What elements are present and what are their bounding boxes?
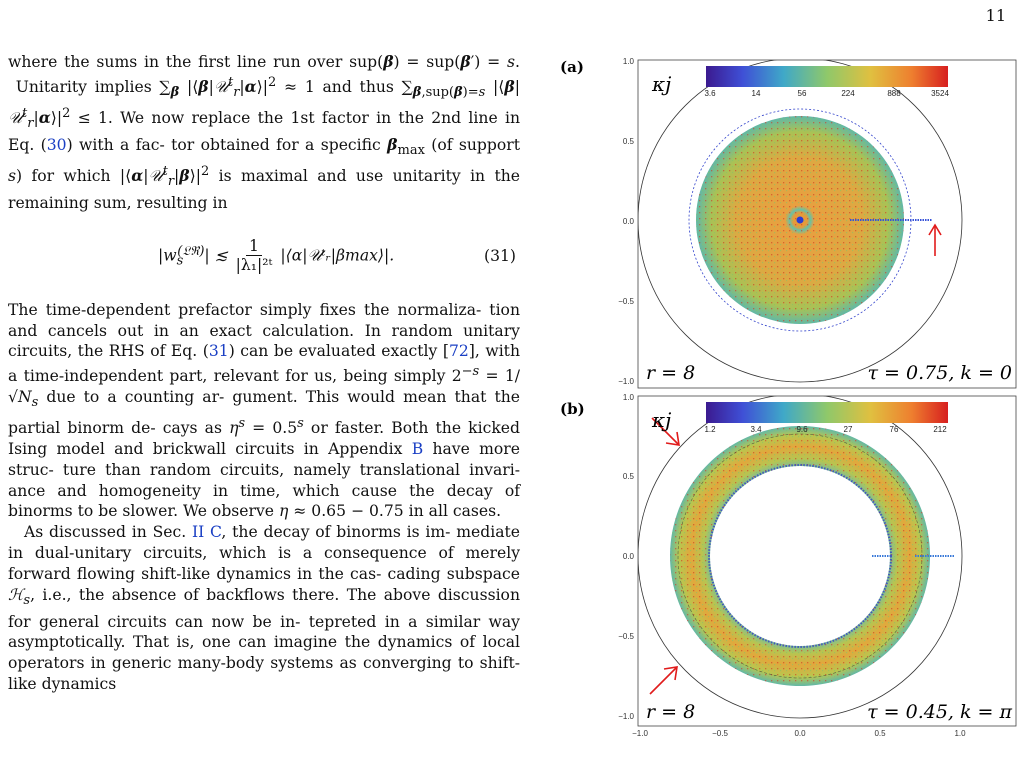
- b-xtick-4: 0.5: [874, 729, 886, 738]
- a-cbar-tick-5: 888: [887, 89, 901, 98]
- b-cbar-tick-3: 9.6: [796, 425, 808, 434]
- a-cbar-tick-2: 14: [751, 89, 761, 98]
- b-colorbar: [706, 402, 948, 423]
- b-cbar-tick-1: 1.2: [704, 425, 716, 434]
- panel-b-label: (b): [560, 400, 585, 418]
- eq31-link[interactable]: 31: [208, 342, 229, 361]
- figure-svg: [560, 54, 1020, 764]
- ref-72-link[interactable]: 72: [448, 342, 469, 361]
- p1-line-1: where the sums in the first line run over sup(β) = sup(β′) = s. Unitarity implies $\sum_\beta$ $|⟨\beta|𝒰^t_r|\alpha⟩|^2 \approx 1$ and thus $\sum_{\beta,sup(\beta)=s}$ $|⟨\beta|𝒰^t_r|\alpha⟩|^2 \le 1$. We now replace the 1st factor in the 2nd line in Eq. (30) with a fac- tor obtained for a specific $\beta_{max}$ (of support s) for which $|⟨\alpha|𝒰^t_r|\beta⟩|^2$ is maximal and use unitarity in the remaining sum, resulting in: [8, 52, 520, 212]
- a-ytick-4: −0.5: [618, 297, 634, 306]
- a-ytick-5: −1.0: [618, 377, 634, 386]
- page-number: 11: [985, 6, 1006, 25]
- b-right-label: τ = 0.45, k = π: [867, 701, 1012, 723]
- fraction: $\frac{1}{\text{|λ₁|²ᵗ}}$: [235, 237, 273, 275]
- b-left-label: r = 8: [646, 701, 696, 723]
- a-cbar-tick-4: 224: [841, 89, 855, 98]
- b-cbar-tick-6: 212: [933, 425, 947, 434]
- a-colorbar-title: κj: [652, 72, 672, 96]
- figure: [560, 54, 1020, 764]
- panel-b: [560, 393, 1016, 738]
- panel-a-label: (a): [560, 58, 584, 76]
- b-colorbar-title: κj: [652, 408, 672, 432]
- text-column: [8, 52, 520, 695]
- paragraph-1: [8, 52, 520, 214]
- b-cbar-tick-4: 27: [843, 425, 853, 434]
- b-ytick-3: 0.0: [622, 552, 634, 561]
- b-cbar-tick-5: 76: [889, 425, 899, 434]
- a-cbar-tick-6: 3524: [931, 89, 949, 98]
- eq30-link[interactable]: 30: [46, 135, 67, 154]
- b-ytick-2: 0.5: [622, 472, 634, 481]
- b-ytick-4: −0.5: [618, 632, 634, 641]
- b-xtick-5: 1.0: [954, 729, 966, 738]
- b-ytick-5: −1.0: [618, 712, 634, 721]
- equation-31: [8, 232, 520, 282]
- a-ytick-1: 1.0: [622, 57, 634, 66]
- paragraph-2: The time-dependent prefactor simply fixes the normaliza- tion and cancels out in an exact calculation. In random unitary circuits, the RHS of Eq. (31) can be evaluated exactly [72], with a time-independent part, relevant for us, being simply $2^{-s} = 1/√N_s$ due to a counting ar- gument. This would mean that the partial binorm de- cays as $\eta^s = 0.5^s$ or faster. Both the kicked Ising model and brickwall circuits in Appendix B have more struc- ture than random circuits, namely translational invari- ance and homogeneity in time, which cause the decay of binorms to be slower. We observe η ≈ 0.65 − 0.75 in all cases.: [8, 300, 521, 521]
- b-xtick-2: −0.5: [712, 729, 728, 738]
- a-left-label: r = 8: [646, 362, 696, 384]
- a-ytick-2: 0.5: [622, 137, 634, 146]
- a-cbar-tick-1: 3.6: [704, 89, 716, 98]
- a-right-label: τ = 0.75, k = 0: [867, 362, 1012, 384]
- b-xtick-3: 0.0: [794, 729, 806, 738]
- paragraph-3: As discussed in Sec. II C, the decay of binorms is im- mediate in dual-unitary circuits, which is a consequence of merely forward flowing shift-like dynamics in the cas- cading subspace ℋ$_s$, i.e., the absence of backflows there. The above discussion for general circuits can now be in- tepreted in a similar way asymptotically. That is, one can imagine the dynamics of local operators in generic many-body systems as converging to shift-like dynamics: [8, 523, 520, 693]
- sec-iic-link[interactable]: II C: [191, 523, 222, 542]
- panel-a: [560, 57, 1016, 388]
- equation-number: (31): [483, 247, 516, 266]
- b-xtick-1: −1.0: [632, 729, 648, 738]
- a-ytick-3: 0.0: [622, 217, 634, 226]
- a-center-point: [797, 217, 804, 224]
- b-ytick-1: 1.0: [622, 393, 634, 402]
- b-cbar-tick-2: 3.4: [750, 425, 762, 434]
- appendix-b-link[interactable]: B: [411, 440, 424, 459]
- equation-body: $|w_s^{(𝔏ℜ)}|$ ≲ $\frac{1}{\text{|λ₁|²ᵗ}}$ |⟨α|𝒰ᵗᵣ|βmax⟩|.: [158, 237, 395, 275]
- a-cbar-tick-3: 56: [797, 89, 807, 98]
- a-colorbar: [706, 66, 948, 87]
